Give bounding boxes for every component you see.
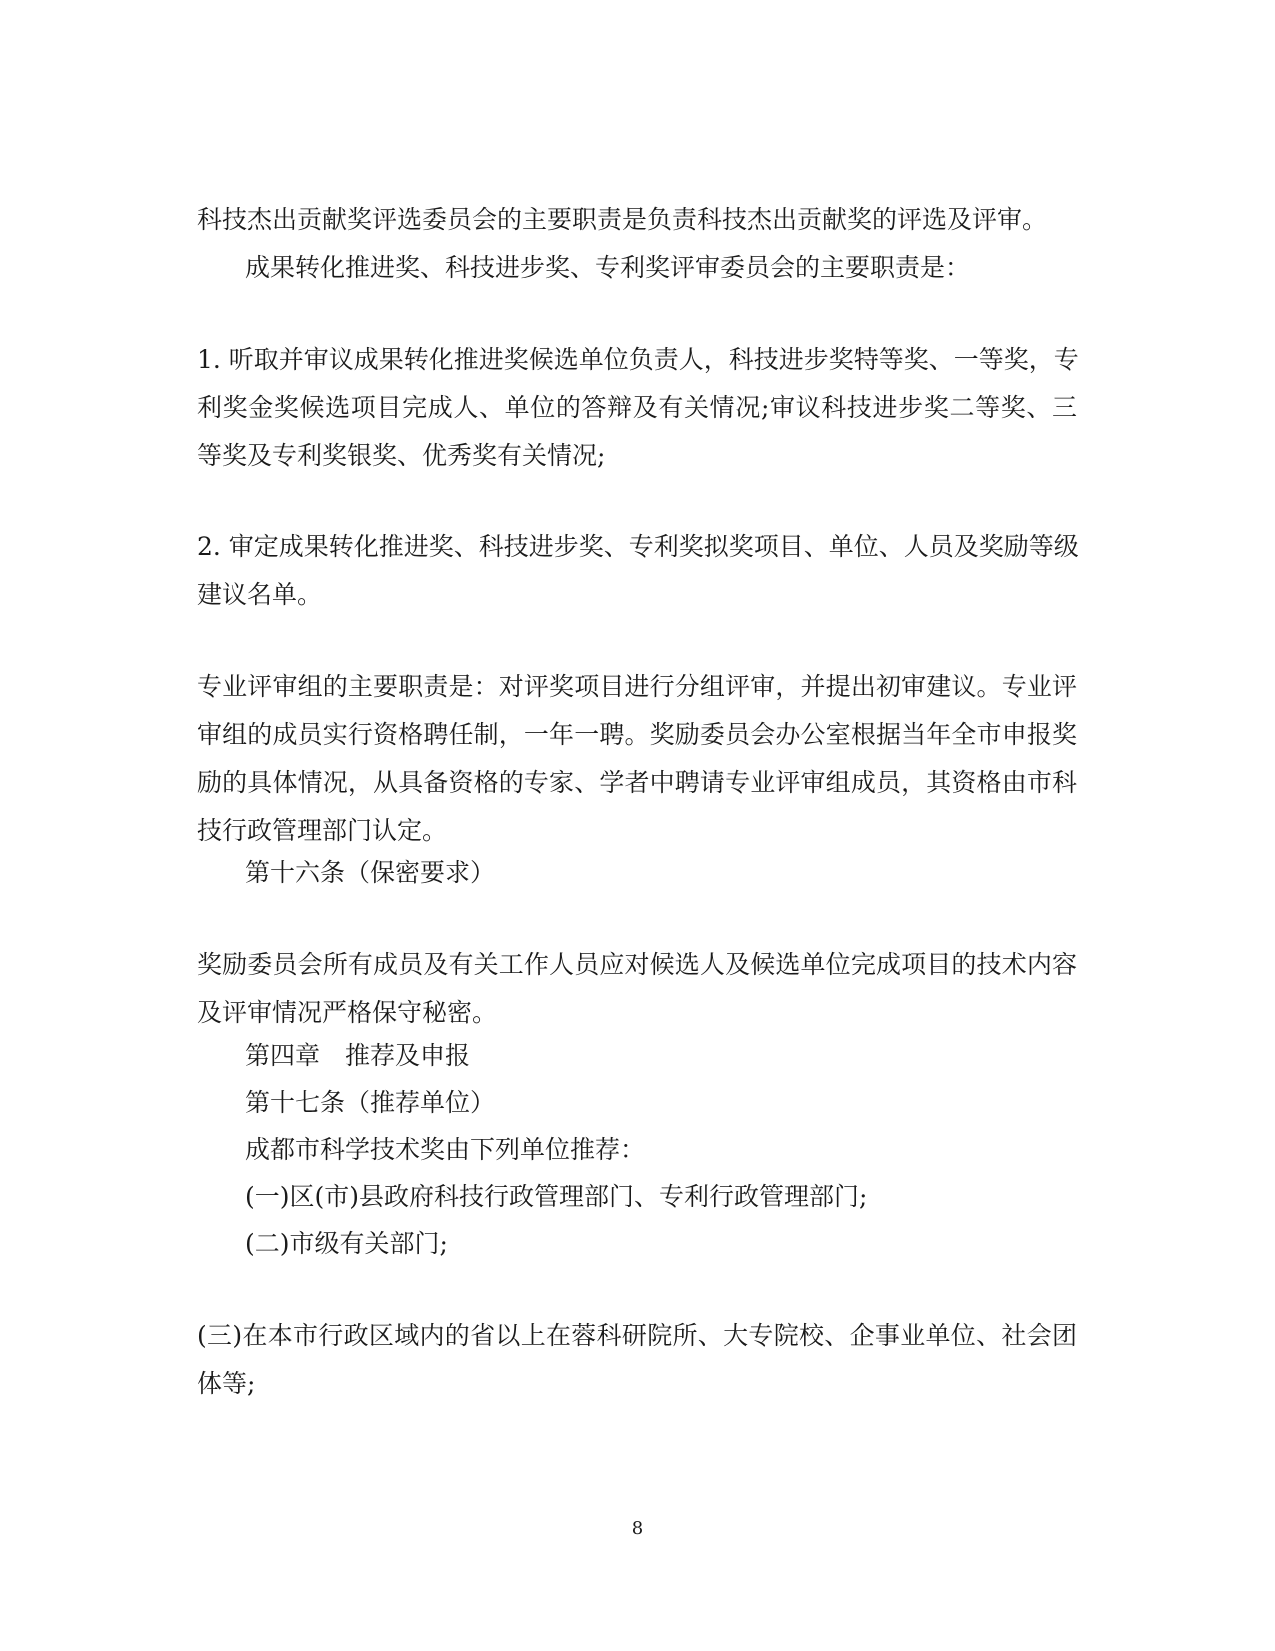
list-item-line: 等奖及专利奖银奖、优秀奖有关情况; <box>197 441 606 470</box>
list-item-line: (三)在本市行政区域内的省以上在蓉科研院所、大专院校、企事业单位、社会团 <box>197 1321 1077 1350</box>
list-item-line: 建议名单。 <box>197 580 323 609</box>
paragraph-line: 成都市科学技术奖由下列单位推荐： <box>245 1135 646 1164</box>
list-item-line: 体等; <box>197 1369 256 1398</box>
list-item-line: (二)市级有关部门; <box>245 1229 448 1258</box>
paragraph-line: 及评审情况严格保守秘密。 <box>197 998 498 1027</box>
paragraph-line: 奖励委员会所有成员及有关工作人员应对候选人及候选单位完成项目的技术内容 <box>197 950 1077 979</box>
article-heading: 第十六条（保密要求） <box>245 858 496 887</box>
paragraph-line: 专业评审组的主要职责是：对评奖项目进行分组评审，并提出初审建议。专业评 <box>197 672 1077 701</box>
list-item-line: 利奖金奖候选项目完成人、单位的答辩及有关情况;审议科技进步奖二等奖、三 <box>197 393 1077 422</box>
paragraph-line: 科技杰出贡献奖评选委员会的主要职责是负责科技杰出贡献奖的评选及评审。 <box>197 205 1048 234</box>
list-item-line: 1. 听取并审议成果转化推进奖候选单位负责人，科技进步奖特等奖、一等奖，专 <box>197 345 1079 374</box>
paragraph-line: 技行政管理部门认定。 <box>197 816 448 845</box>
list-item-line: 2. 审定成果转化推进奖、科技进步奖、专利奖拟奖项目、单位、人员及奖励等级 <box>197 532 1079 561</box>
paragraph-line: 审组的成员实行资格聘任制，一年一聘。奖励委员会办公室根据当年全市申报奖 <box>197 720 1077 749</box>
paragraph-line: 成果转化推进奖、科技进步奖、专利奖评审委员会的主要职责是： <box>245 253 971 282</box>
list-item-line: (一)区(市)县政府科技行政管理部门、专利行政管理部门; <box>245 1182 868 1211</box>
page-number: 8 <box>631 1518 644 1539</box>
paragraph-line: 励的具体情况，从具备资格的专家、学者中聘请专业评审组成员，其资格由市科 <box>197 768 1077 797</box>
article-heading: 第十七条（推荐单位） <box>245 1088 496 1117</box>
chapter-heading: 第四章 推荐及申报 <box>245 1041 471 1070</box>
